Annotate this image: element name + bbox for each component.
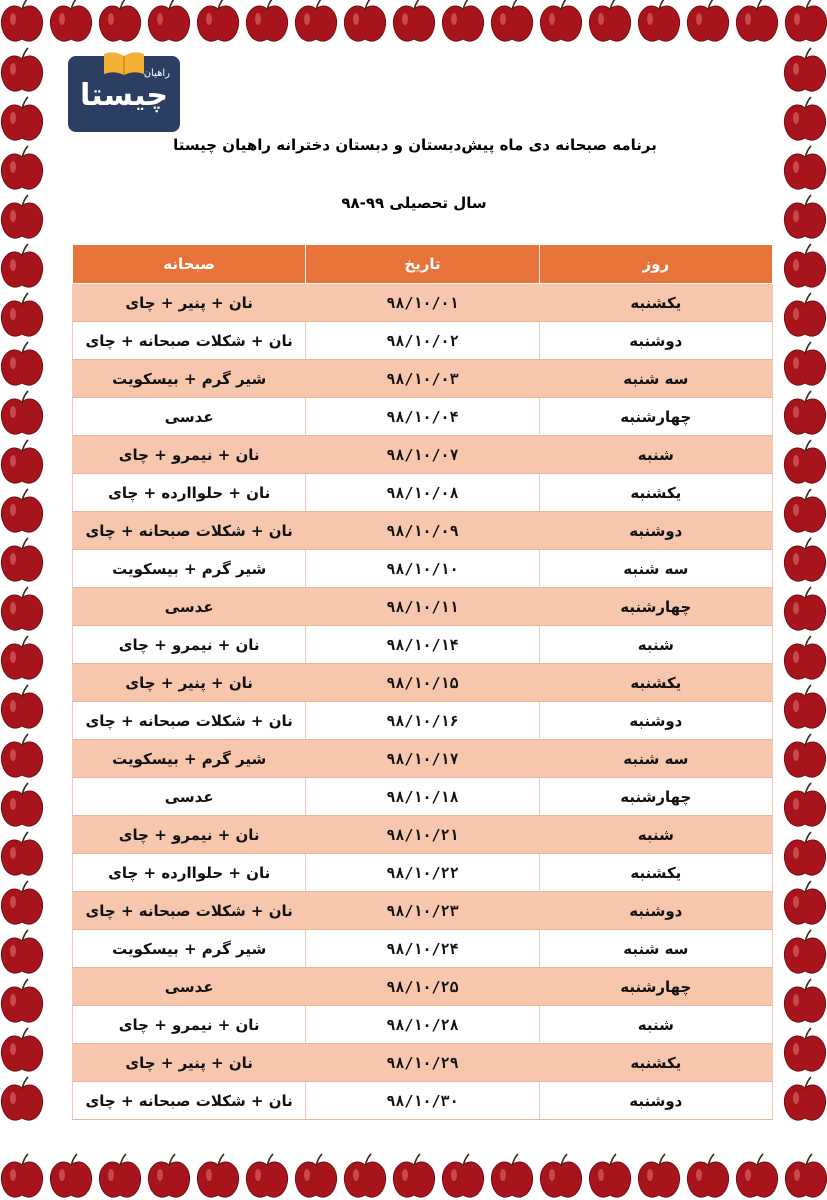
- day-cell: دوشنبه: [539, 892, 772, 930]
- table-row: [73, 436, 773, 474]
- day-cell: شنبه: [539, 816, 772, 854]
- apple-icon: [1, 146, 42, 189]
- day-cell: شنبه: [539, 626, 772, 664]
- breakfast-cell: نان + حلواارده + چای: [73, 854, 306, 892]
- header-date: تاریخ: [306, 245, 539, 284]
- day-cell: چهارشنبه: [539, 588, 772, 626]
- table-row: [73, 512, 773, 550]
- apple-icon: [784, 48, 825, 91]
- breakfast-cell: نان + شکلات صبحانه + چای: [73, 512, 306, 550]
- date-cell: ۹۸/۱۰/۲۹: [306, 1044, 539, 1082]
- apple-icon: [540, 1154, 581, 1197]
- apple-icon: [1, 48, 42, 91]
- breakfast-cell: نان + پنیر + چای: [73, 1044, 306, 1082]
- apple-icon: [1, 0, 42, 41]
- table-row: [73, 1082, 773, 1120]
- apple-icon: [246, 0, 287, 41]
- apple-icon: [784, 342, 825, 385]
- table-row: [73, 930, 773, 968]
- date-cell: ۹۸/۱۰/۰۷: [306, 436, 539, 474]
- breakfast-cell: نان + پنیر + چای: [73, 664, 306, 702]
- day-cell: دوشنبه: [539, 702, 772, 740]
- date-cell: ۹۸/۱۰/۲۵: [306, 968, 539, 1006]
- apple-icon: [589, 1154, 630, 1197]
- apple-icon: [589, 0, 630, 41]
- apple-icon: [1, 832, 42, 875]
- apple-icon: [638, 1154, 679, 1197]
- breakfast-cell: عدسی: [73, 588, 306, 626]
- table-row: [73, 892, 773, 930]
- apple-icon: [1, 734, 42, 777]
- apple-icon: [784, 146, 825, 189]
- date-cell: ۹۸/۱۰/۰۴: [306, 398, 539, 436]
- apple-icon: [1, 244, 42, 287]
- table-row: [73, 1044, 773, 1082]
- apple-icon: [1, 685, 42, 728]
- breakfast-cell: شیر گرم + بیسکویت: [73, 740, 306, 778]
- apple-icon: [344, 1154, 385, 1197]
- date-cell: ۹۸/۱۰/۱۷: [306, 740, 539, 778]
- table-row: [73, 702, 773, 740]
- apple-icon: [1, 391, 42, 434]
- apple-icon: [1, 979, 42, 1022]
- date-cell: ۹۸/۱۰/۱۰: [306, 550, 539, 588]
- apple-icon: [50, 0, 91, 41]
- table-row: [73, 740, 773, 778]
- apple-icon: [784, 1077, 825, 1120]
- day-cell: یکشنبه: [539, 284, 772, 322]
- apple-icon: [491, 1154, 532, 1197]
- logo-text: چیستا: [80, 78, 168, 113]
- date-cell: ۹۸/۱۰/۲۱: [306, 816, 539, 854]
- day-cell: دوشنبه: [539, 322, 772, 360]
- apple-icon: [540, 0, 581, 41]
- apple-icon: [99, 0, 140, 41]
- table-row: [73, 588, 773, 626]
- apple-icon: [1, 538, 42, 581]
- apple-icon: [638, 0, 679, 41]
- day-cell: سه شنبه: [539, 930, 772, 968]
- apple-icon: [1, 783, 42, 826]
- apple-icon: [1, 1028, 42, 1071]
- apple-icon: [197, 0, 238, 41]
- table-row: [73, 626, 773, 664]
- table-row: [73, 816, 773, 854]
- breakfast-cell: نان + نیمرو + چای: [73, 1006, 306, 1044]
- breakfast-cell: شیر گرم + بیسکویت: [73, 550, 306, 588]
- table-header-row: [73, 245, 773, 284]
- day-cell: دوشنبه: [539, 512, 772, 550]
- apple-icon: [784, 636, 825, 679]
- apple-icon: [1, 1077, 42, 1120]
- table-row: [73, 284, 773, 322]
- apple-icon: [784, 489, 825, 532]
- apple-icon: [1, 587, 42, 630]
- day-cell: یکشنبه: [539, 854, 772, 892]
- apple-icon: [99, 1154, 140, 1197]
- date-cell: ۹۸/۱۰/۰۱: [306, 284, 539, 322]
- apple-icon: [197, 1154, 238, 1197]
- apple-icon: [784, 734, 825, 777]
- apple-icon: [784, 832, 825, 875]
- apple-icon: [736, 0, 777, 41]
- table-row: [73, 664, 773, 702]
- header-breakfast: صبحانه: [73, 245, 306, 284]
- apple-icon: [784, 783, 825, 826]
- header-day: روز: [539, 245, 772, 284]
- date-cell: ۹۸/۱۰/۱۵: [306, 664, 539, 702]
- table-row: [73, 1006, 773, 1044]
- table-row: [73, 968, 773, 1006]
- apple-icon: [736, 1154, 777, 1197]
- apple-icon: [1, 636, 42, 679]
- breakfast-cell: شیر گرم + بیسکویت: [73, 360, 306, 398]
- table-row: [73, 778, 773, 816]
- apple-icon: [1, 97, 42, 140]
- day-cell: چهارشنبه: [539, 778, 772, 816]
- day-cell: یکشنبه: [539, 474, 772, 512]
- date-cell: ۹۸/۱۰/۱۶: [306, 702, 539, 740]
- academic-year: سال تحصیلی ۹۹-۹۸: [341, 194, 487, 212]
- day-cell: سه شنبه: [539, 550, 772, 588]
- breakfast-cell: شیر گرم + بیسکویت: [73, 930, 306, 968]
- apple-icon: [784, 587, 825, 630]
- breakfast-cell: نان + شکلات صبحانه + چای: [73, 1082, 306, 1120]
- breakfast-cell: نان + نیمرو + چای: [73, 436, 306, 474]
- apple-icon: [784, 440, 825, 483]
- apple-icon: [784, 293, 825, 336]
- breakfast-cell: نان + شکلات صبحانه + چای: [73, 892, 306, 930]
- apple-icon: [785, 1154, 826, 1197]
- breakfast-cell: نان + پنیر + چای: [73, 284, 306, 322]
- breakfast-cell: نان + شکلات صبحانه + چای: [73, 322, 306, 360]
- table-row: [73, 398, 773, 436]
- apple-icon: [1, 489, 42, 532]
- day-cell: یکشنبه: [539, 664, 772, 702]
- date-cell: ۹۸/۱۰/۲۴: [306, 930, 539, 968]
- breakfast-cell: نان + شکلات صبحانه + چای: [73, 702, 306, 740]
- apple-icon: [442, 0, 483, 41]
- apple-icon: [784, 195, 825, 238]
- day-cell: چهارشنبه: [539, 968, 772, 1006]
- table-row: [73, 550, 773, 588]
- apple-icon: [687, 1154, 728, 1197]
- table-row: [73, 474, 773, 512]
- apple-icon: [784, 930, 825, 973]
- apple-icon: [50, 1154, 91, 1197]
- date-cell: ۹۸/۱۰/۰۸: [306, 474, 539, 512]
- apple-icon: [1, 342, 42, 385]
- breakfast-cell: نان + نیمرو + چای: [73, 626, 306, 664]
- apple-icon: [784, 538, 825, 581]
- breakfast-cell: نان + نیمرو + چای: [73, 816, 306, 854]
- logo: [68, 56, 180, 132]
- table-row: [73, 360, 773, 398]
- apple-icon: [344, 0, 385, 41]
- table-row: [73, 322, 773, 360]
- day-cell: دوشنبه: [539, 1082, 772, 1120]
- breakfast-cell: عدسی: [73, 778, 306, 816]
- breakfast-table: [72, 244, 773, 1120]
- day-cell: سه شنبه: [539, 360, 772, 398]
- apple-icon: [1, 293, 42, 336]
- date-cell: ۹۸/۱۰/۱۱: [306, 588, 539, 626]
- day-cell: شنبه: [539, 1006, 772, 1044]
- apple-icon: [687, 0, 728, 41]
- date-cell: ۹۸/۱۰/۲۲: [306, 854, 539, 892]
- page-title: برنامه صبحانه دی ماه پیش‌دبستان و دبستان دخترانه راهیان چیستا: [173, 136, 657, 154]
- apple-icon: [784, 685, 825, 728]
- apple-icon: [295, 0, 336, 41]
- date-cell: ۹۸/۱۰/۰۹: [306, 512, 539, 550]
- apple-icon: [148, 1154, 189, 1197]
- date-cell: ۹۸/۱۰/۱۴: [306, 626, 539, 664]
- apple-icon: [491, 0, 532, 41]
- apple-icon: [1, 881, 42, 924]
- apple-icon: [784, 979, 825, 1022]
- breakfast-cell: عدسی: [73, 398, 306, 436]
- apple-icon: [785, 0, 826, 41]
- breakfast-cell: عدسی: [73, 968, 306, 1006]
- apple-icon: [784, 244, 825, 287]
- date-cell: ۹۸/۱۰/۰۲: [306, 322, 539, 360]
- apple-icon: [1, 930, 42, 973]
- apple-icon: [1, 1154, 42, 1197]
- date-cell: ۹۸/۱۰/۱۸: [306, 778, 539, 816]
- apple-icon: [295, 1154, 336, 1197]
- apple-icon: [442, 1154, 483, 1197]
- apple-icon: [1, 195, 42, 238]
- date-cell: ۹۸/۱۰/۲۸: [306, 1006, 539, 1044]
- date-cell: ۹۸/۱۰/۰۳: [306, 360, 539, 398]
- day-cell: شنبه: [539, 436, 772, 474]
- date-cell: ۹۸/۱۰/۳۰: [306, 1082, 539, 1120]
- apple-icon: [784, 97, 825, 140]
- apple-icon: [1, 440, 42, 483]
- apple-icon: [246, 1154, 287, 1197]
- logo-subtext: راهیان: [143, 68, 170, 79]
- day-cell: چهارشنبه: [539, 398, 772, 436]
- apple-icon: [148, 0, 189, 41]
- day-cell: سه شنبه: [539, 740, 772, 778]
- breakfast-cell: نان + حلواارده + چای: [73, 474, 306, 512]
- apple-icon: [393, 1154, 434, 1197]
- apple-icon: [784, 1028, 825, 1071]
- day-cell: یکشنبه: [539, 1044, 772, 1082]
- apple-icon: [784, 391, 825, 434]
- date-cell: ۹۸/۱۰/۲۳: [306, 892, 539, 930]
- table-row: [73, 854, 773, 892]
- apple-icon: [784, 881, 825, 924]
- book-icon: [102, 50, 146, 76]
- apple-icon: [393, 0, 434, 41]
